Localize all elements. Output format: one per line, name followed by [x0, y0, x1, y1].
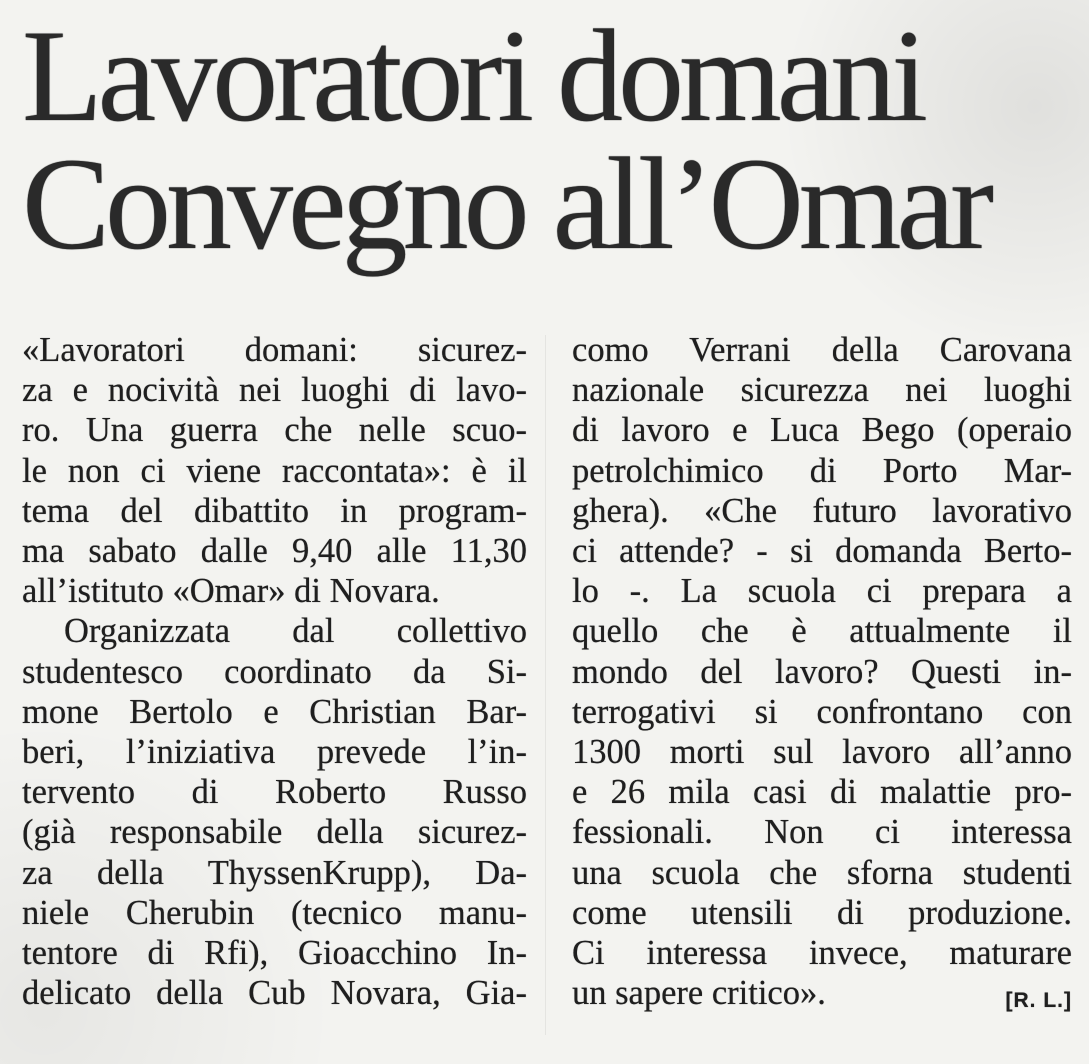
body-line: come utensili di produzione. [572, 893, 1072, 932]
last-line-wrap [572, 973, 1072, 1013]
body-line: mone Bertolo e Christian Bar- [22, 692, 527, 731]
body-line: beri, l’iniziativa prevede l’in- [22, 733, 527, 772]
body-line: terrogativi si confrontano con [572, 692, 1072, 731]
body-line: ro. Una guerra che nelle scuo- [22, 411, 527, 450]
body-line: e 26 mila casi di malattie pro- [572, 773, 1072, 812]
body-line: nazionale sicurezza nei luoghi [572, 371, 1072, 410]
body-line: di lavoro e Luca Bego (operaio [572, 411, 1072, 450]
body-line: Organizzata dal collettivo [64, 612, 527, 651]
author-signature: [R. L.] [1005, 989, 1072, 1013]
body-line: una scuola che sforna studenti [572, 853, 1072, 892]
body-line: fessionali. Non ci interessa [572, 813, 1072, 852]
headline-line-1: Lavoratori domani [22, 2, 924, 149]
body-line: tentore di Rfi), Gioacchino In- [22, 934, 527, 973]
body-line: ma sabato dalle 9,40 alle 11,30 [22, 532, 527, 571]
body-line: lo -. La scuola ci prepara a [572, 572, 1072, 611]
body-line: 1300 morti sul lavoro all’anno [572, 733, 1072, 772]
column-divider [545, 335, 546, 1035]
body-line: ci attende? - si domanda Berto- [572, 532, 1072, 571]
body-line: za e nocività nei luoghi di lavo- [22, 371, 527, 410]
body-line: como Verrani della Carovana [572, 331, 1072, 369]
body-line: mondo del lavoro? Questi in- [572, 652, 1072, 691]
body-line: ghera). «Che futuro lavorativo [572, 491, 1072, 530]
body-line: «Lavoratori domani: sicurez- [22, 331, 527, 369]
article-column-right [572, 330, 1072, 1013]
body-line: tervento di Roberto Russo [22, 773, 527, 812]
body-line: za della ThyssenKrupp), Da- [22, 853, 527, 892]
body-line: all’istituto «Omar» di Novara. [22, 572, 440, 611]
body-line: quello che è attualmente il [572, 612, 1072, 651]
body-line: delicato della Cub Novara, Gia- [22, 974, 527, 1013]
body-line: Ci interessa invece, maturare [572, 934, 1072, 973]
body-line: petrolchimico di Porto Mar- [572, 451, 1072, 490]
body-line: niele Cherubin (tecnico manu- [22, 893, 527, 932]
body-line: studentesco coordinato da Si- [22, 652, 527, 691]
body-line: le non ci viene raccontata»: è il [22, 451, 527, 490]
body-line: tema del dibattito in program- [22, 491, 527, 530]
body-line: un sapere critico». [572, 974, 826, 1013]
body-line: (già responsabile della sicurez- [22, 813, 527, 852]
headline-line-2: Convegno all’Omar [22, 130, 990, 277]
article-column-left [22, 330, 527, 1013]
